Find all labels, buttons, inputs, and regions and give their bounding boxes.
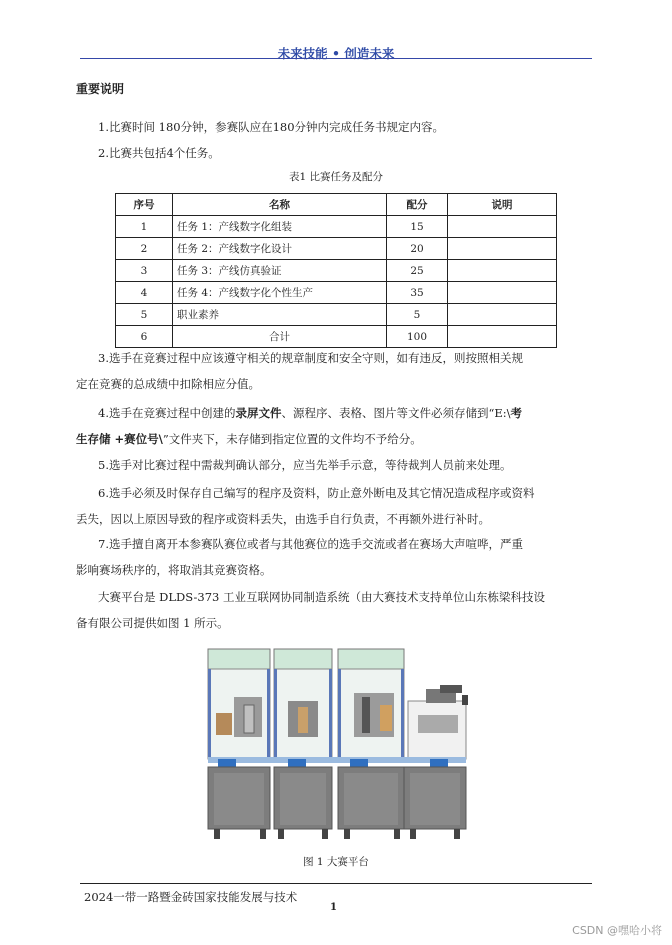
platform-line2: 备有限公司提供如图 1 所示。 — [76, 616, 229, 630]
row-number: 1 — [116, 216, 173, 238]
table-row — [116, 238, 557, 260]
header-cell: 序号 — [116, 194, 173, 216]
table-row — [116, 216, 557, 238]
note-item-4-line1 — [98, 400, 598, 426]
row-note — [448, 282, 557, 304]
platform-line1: 大赛平台是 DLDS-373 工业互联网协同制造系统（由大赛技术支持单位山东栋梁科技设 — [98, 590, 546, 604]
table-row — [116, 304, 557, 326]
row-number: 3 — [116, 260, 173, 282]
emphasis-text: 生存储 +赛位号\ — [76, 432, 163, 446]
note-item-6-line2: 丢失，因以上原因导致的程序或资料丢失，由选手自行负责，不再额外进行补时。 — [76, 512, 490, 526]
note-item-3-line1: 3.选手在竞赛过程中应该遵守相关的规章制度和安全守则，如有违反，则按照相关规 — [98, 351, 523, 365]
row-name: 任务 2：产线数字化设计 — [173, 238, 387, 260]
note-item-4-line2 — [76, 426, 596, 452]
row-name: 任务 1：产线数字化组装 — [173, 216, 387, 238]
page-number: 1 — [330, 902, 337, 913]
text-run: 、源程序、表格、图片等文件必须存储到“E:\ — [281, 406, 511, 420]
row-number: 2 — [116, 238, 173, 260]
watermark: CSDN @嘿哈小将 — [572, 924, 662, 937]
footer-text: 2024一带一路暨金砖国家技能发展与技术 — [84, 890, 298, 904]
note-item-6-line1: 6.选手必须及时保存自己编写的程序及资料，防止意外断电及其它情况造成程序或资料 — [98, 486, 535, 500]
note-item-7-line2: 影响赛场秩序的，将取消其竞赛资格。 — [76, 563, 272, 577]
row-number: 4 — [116, 282, 173, 304]
text-run: 4.选手在竞赛过程中创建的 — [98, 406, 236, 420]
emphasis-text: 考 — [510, 406, 523, 420]
row-note — [448, 304, 557, 326]
row-score: 5 — [387, 304, 448, 326]
row-name: 任务 4：产线数字化个性生产 — [173, 282, 387, 304]
row-score: 20 — [387, 238, 448, 260]
note-item-3-line2: 定在竞赛的总成绩中扣除相应分值。 — [76, 377, 260, 391]
header-divider — [80, 58, 592, 59]
emphasis-text: 录屏文件 — [235, 406, 282, 420]
note-item-1: 1.比赛时间 180分钟，参赛队应在180分钟内完成任务书规定内容。 — [98, 120, 445, 134]
row-score: 15 — [387, 216, 448, 238]
task-score-table — [115, 193, 557, 348]
total-label: 合计 — [173, 326, 387, 348]
row-score: 35 — [387, 282, 448, 304]
section-title: 重要说明 — [76, 82, 125, 96]
note-item-5: 5.选手对比赛过程中需裁判确认部分，应当先举手示意，等待裁判人员前来处理。 — [98, 458, 512, 472]
row-note — [448, 238, 557, 260]
footer-divider — [80, 883, 592, 884]
header-cell: 配分 — [387, 194, 448, 216]
total-score: 100 — [387, 326, 448, 348]
header-cell: 名称 — [173, 194, 387, 216]
row-score: 25 — [387, 260, 448, 282]
table-row — [116, 282, 557, 304]
row-number: 6 — [116, 326, 173, 348]
figure-caption: 图 1 大赛平台 — [303, 856, 369, 868]
header-cell: 说明 — [448, 194, 557, 216]
row-name: 任务 3：产线仿真验证 — [173, 260, 387, 282]
row-note — [448, 260, 557, 282]
header-title: 未来技能 • 创造未来 — [277, 46, 395, 61]
note-item-2: 2.比赛共包括4个任务。 — [98, 146, 220, 160]
row-number: 5 — [116, 304, 173, 326]
table-caption: 表1 比赛任务及配分 — [288, 171, 384, 183]
platform-equipment-illustration — [204, 645, 470, 845]
table-row — [116, 260, 557, 282]
row-note — [448, 216, 557, 238]
note-item-7-line1: 7.选手擅自离开本参赛队赛位或者与其他赛位的选手交流或者在赛场大声喧哗，严重 — [98, 537, 523, 551]
table-header-row — [116, 194, 557, 216]
row-name: 职业素养 — [173, 304, 387, 326]
text-run: ”文件夹下，未存储到指定位置的文件均不予给分。 — [162, 432, 422, 446]
